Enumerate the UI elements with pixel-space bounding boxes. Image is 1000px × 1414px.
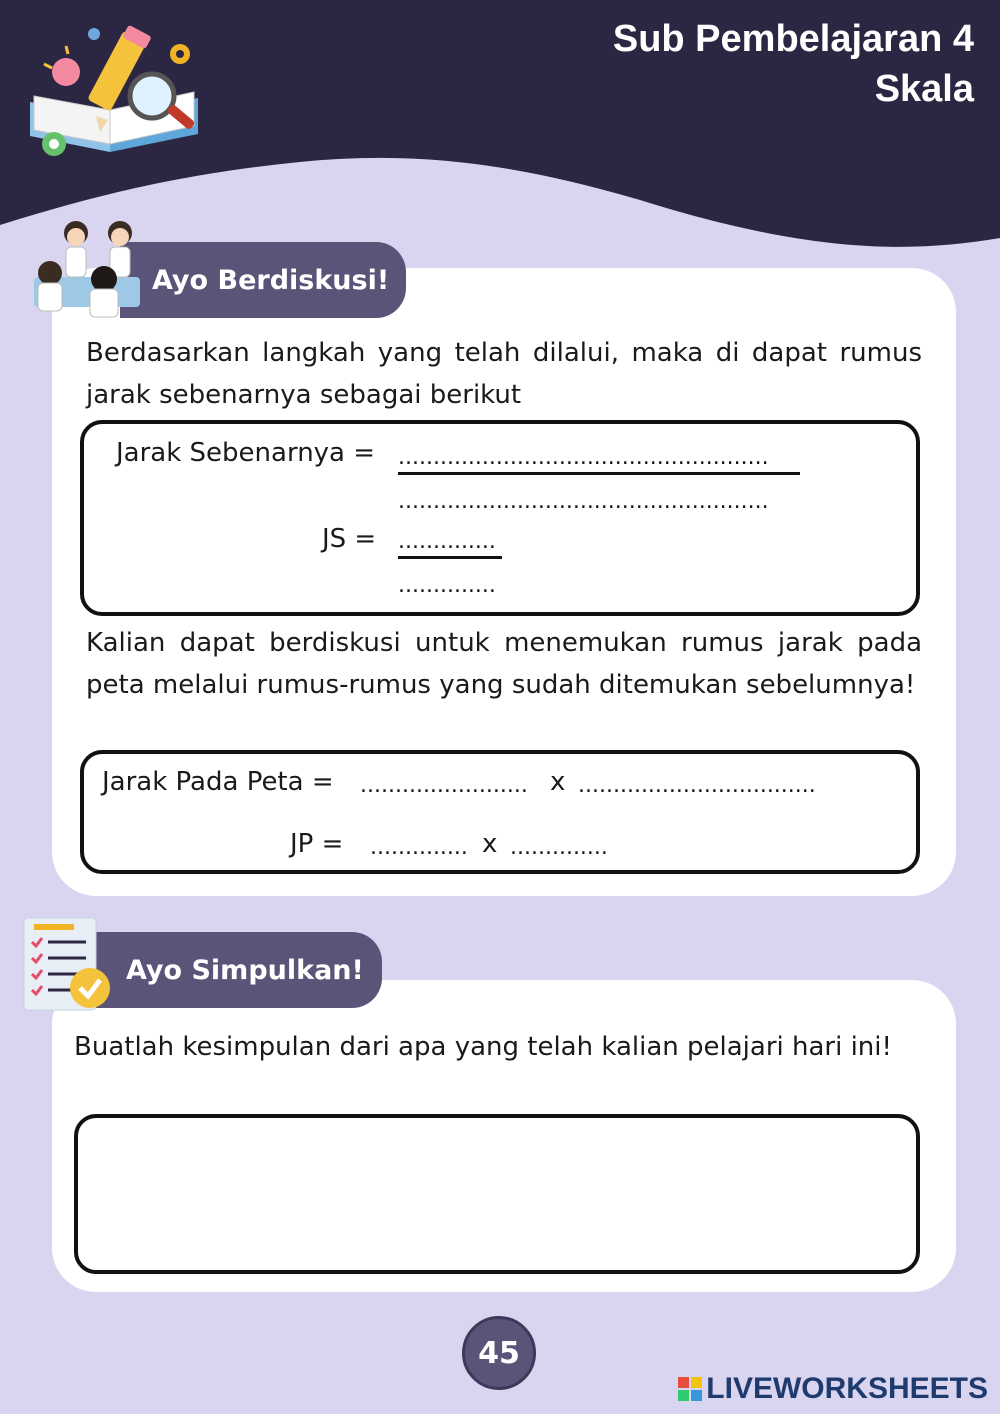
checklist-icon xyxy=(20,912,116,1016)
formula-short-label-js: JS = xyxy=(322,524,377,554)
jp-short-left-blank[interactable]: .............. xyxy=(370,835,468,860)
multiply-sign-short: x xyxy=(482,829,498,859)
page-title xyxy=(613,14,974,114)
intro-paragraph: Berdasarkan langkah yang telah dilalui, maka di dapat rumus jarak sebenarnya sebagai berikut xyxy=(86,338,922,410)
section-tag-discuss: Ayo Berdiskusi! xyxy=(120,242,406,318)
conclusion-answer-box[interactable] xyxy=(74,1114,920,1274)
students-discussion-illustration xyxy=(28,215,146,321)
jp-short-right-blank[interactable]: .............. xyxy=(510,835,608,860)
formula-label-map-distance: Jarak Pada Peta = xyxy=(102,767,334,797)
title-line-1: Sub Pembelajaran 4 xyxy=(612,18,974,60)
title-line-2: Skala xyxy=(874,68,974,110)
js-denominator-blank[interactable]: .............. xyxy=(398,573,496,598)
page-number: 45 xyxy=(462,1316,536,1390)
denominator-blank[interactable]: ..................................................... xyxy=(398,489,769,514)
jp-left-blank[interactable]: ........................ xyxy=(360,773,528,798)
js-numerator-blank[interactable]: .............. xyxy=(398,528,502,559)
book-pencil-illustration xyxy=(22,24,212,174)
multiply-sign: x xyxy=(550,767,566,797)
section-tag-conclude: Ayo Simpulkan! xyxy=(92,932,382,1008)
brand-text: LIVEWORKSHEETS xyxy=(706,1372,988,1405)
conclusion-instruction: Buatlah kesimpulan dari apa yang telah kalian pelajari hari ini! xyxy=(74,1032,892,1062)
formula-label-actual-distance: Jarak Sebenarnya = xyxy=(116,438,376,468)
numerator-blank[interactable]: ..................................................... xyxy=(398,444,800,475)
jp-right-blank[interactable]: .................................. xyxy=(578,773,816,798)
discussion-prompt: Kalian dapat berdiskusi untuk menemukan rumus jarak pada peta melalui rumus-rumus yang sudah ditemukan sebelumnya! xyxy=(86,628,922,700)
liveworksheets-icon xyxy=(678,1377,702,1401)
liveworksheets-logo xyxy=(678,1372,988,1406)
formula-short-label-jp: JP = xyxy=(290,829,344,859)
